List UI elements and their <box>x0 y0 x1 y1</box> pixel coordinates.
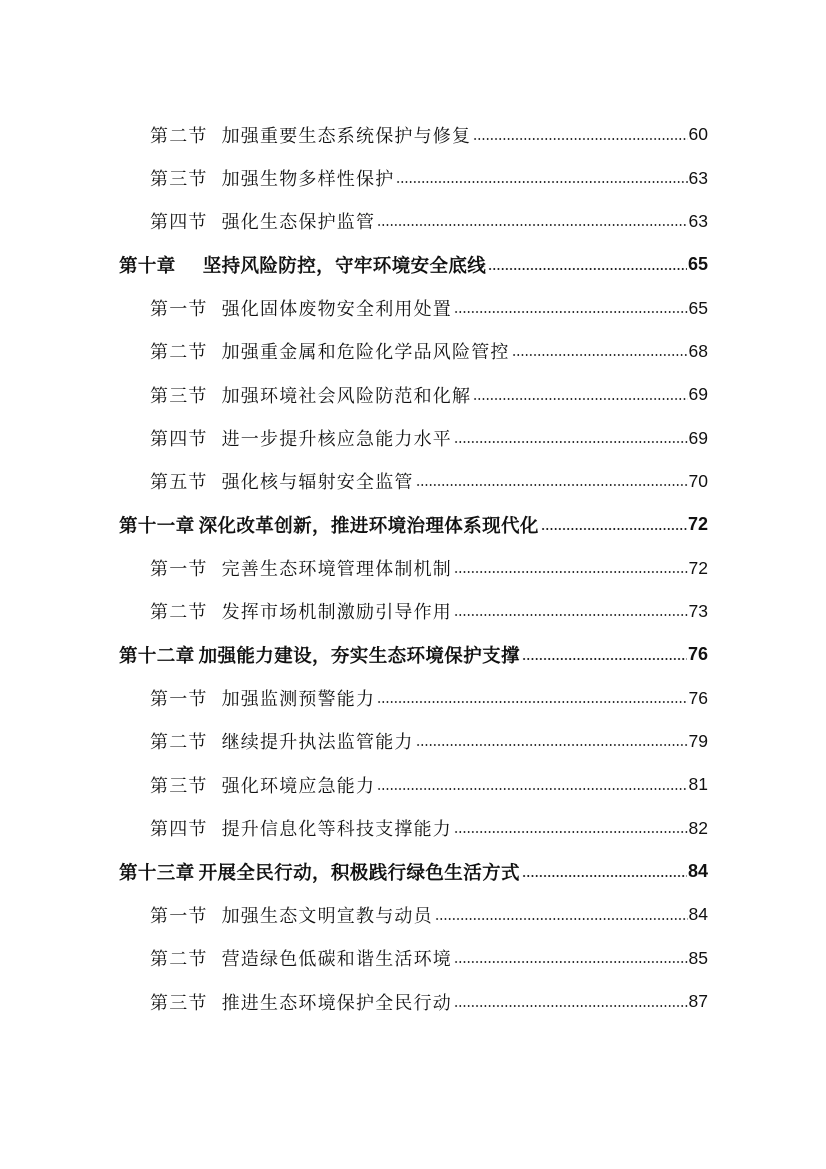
page-number: 70 <box>688 470 708 491</box>
dot-leader <box>454 441 688 443</box>
section-title: 进一步提升核应急能力水平 <box>221 429 453 451</box>
dot-leader <box>454 961 688 963</box>
section-title: 加强生态文明宣教与动员 <box>221 905 433 927</box>
section-number: 第四节 <box>150 819 208 841</box>
toc-entry-label <box>150 338 510 364</box>
page-number: 69 <box>688 384 708 405</box>
chapter-title: 坚持风险防控，守牢环境安全底线 <box>202 255 487 277</box>
toc-entry-label <box>150 382 471 408</box>
section-title: 加强环境社会风险防范和化解 <box>221 385 472 407</box>
page-number: 84 <box>687 861 708 882</box>
section-number: 第三节 <box>150 775 208 797</box>
section-number: 第四节 <box>150 212 208 234</box>
chapter-title: 开展全民行动，积极践行绿色生活方式 <box>198 862 520 884</box>
dot-leader <box>454 571 688 573</box>
toc-section-entry[interactable] <box>0 590 826 633</box>
dot-leader <box>473 138 687 140</box>
toc-entry-label <box>150 902 433 928</box>
section-title: 推进生态环境保护全民行动 <box>221 992 453 1014</box>
toc-section-entry[interactable] <box>0 156 826 199</box>
dot-leader <box>522 658 687 660</box>
dot-leader <box>377 701 687 703</box>
toc-entry-label <box>150 555 452 581</box>
toc-entry-label <box>150 728 414 754</box>
page-number: 68 <box>688 340 708 361</box>
toc-entry-label <box>150 598 452 624</box>
dot-leader <box>488 268 687 270</box>
toc-section-entry[interactable] <box>0 720 826 763</box>
dot-leader <box>522 875 687 877</box>
toc-section-entry[interactable] <box>0 807 826 850</box>
section-number: 第一节 <box>150 559 208 581</box>
toc-entry-label <box>119 642 520 668</box>
section-number: 第一节 <box>150 299 208 321</box>
page-number: 73 <box>688 600 708 621</box>
section-number: 第一节 <box>150 905 208 927</box>
toc-section-entry[interactable] <box>0 763 826 806</box>
page-number: 63 <box>688 210 708 231</box>
section-title: 加强重要生态系统保护与修复 <box>221 125 472 147</box>
section-number: 第二节 <box>150 949 208 971</box>
page-number: 76 <box>687 644 708 665</box>
toc-entry-label <box>150 122 471 148</box>
section-title: 强化核与辐射安全监管 <box>221 472 414 494</box>
dot-leader <box>377 788 687 790</box>
section-title: 强化固体废物安全利用处置 <box>221 299 453 321</box>
toc-entry-label <box>150 295 452 321</box>
toc-entry-label <box>150 989 452 1015</box>
page-number: 82 <box>688 817 708 838</box>
dot-leader <box>377 224 687 226</box>
page-number: 65 <box>688 297 708 318</box>
toc-chapter-entry[interactable] <box>0 243 826 286</box>
toc-entry-label <box>119 859 520 885</box>
toc-entry-label <box>150 208 375 234</box>
dot-leader <box>473 398 687 400</box>
page-number: 76 <box>688 687 708 708</box>
section-title: 提升信息化等科技支撑能力 <box>221 819 453 841</box>
dot-leader <box>435 918 688 920</box>
section-title: 加强重金属和危险化学品风险管控 <box>221 342 510 364</box>
page-number: 69 <box>688 427 708 448</box>
toc-chapter-entry[interactable] <box>0 633 826 676</box>
toc-section-entry[interactable] <box>0 893 826 936</box>
page-number: 63 <box>688 167 708 188</box>
section-number: 第一节 <box>150 689 208 711</box>
section-title: 加强生物多样性保护 <box>221 169 395 191</box>
chapter-number: 第十三章 <box>119 862 195 884</box>
section-title: 营造绿色低碳和谐生活环境 <box>221 949 453 971</box>
toc-section-entry[interactable] <box>0 546 826 589</box>
page-number: 72 <box>687 514 708 535</box>
section-number: 第三节 <box>150 169 208 191</box>
toc-entry-label <box>150 165 394 191</box>
toc-chapter-entry[interactable] <box>0 850 826 893</box>
dot-leader <box>396 181 687 183</box>
dot-leader <box>454 311 688 313</box>
section-number: 第五节 <box>150 472 208 494</box>
section-title: 加强监测预警能力 <box>221 689 376 711</box>
toc-entry-label <box>150 468 414 494</box>
page-number: 87 <box>688 991 708 1012</box>
chapter-title: 深化改革创新，推进环境治理体系现代化 <box>198 515 539 537</box>
section-number: 第三节 <box>150 992 208 1014</box>
toc-entry-label <box>150 815 452 841</box>
toc-section-entry[interactable] <box>0 200 826 243</box>
toc-section-entry[interactable] <box>0 980 826 1023</box>
dot-leader <box>454 614 688 616</box>
toc-entry-label <box>150 425 452 451</box>
toc-entry-label <box>119 252 486 278</box>
chapter-number: 第十一章 <box>119 515 195 537</box>
section-number: 第二节 <box>150 732 208 754</box>
toc-section-entry[interactable] <box>0 113 826 156</box>
section-number: 第二节 <box>150 342 208 364</box>
toc-section-entry[interactable] <box>0 937 826 980</box>
dot-leader <box>512 354 688 356</box>
page-number: 72 <box>688 557 708 578</box>
page-number: 85 <box>688 947 708 968</box>
toc-section-entry[interactable] <box>0 416 826 459</box>
dot-leader <box>416 744 688 746</box>
section-number: 第四节 <box>150 429 208 451</box>
chapter-number: 第十章 <box>119 255 176 277</box>
toc-entry-label <box>150 685 375 711</box>
toc-section-entry[interactable] <box>0 373 826 416</box>
section-title: 强化生态保护监管 <box>221 212 376 234</box>
section-number: 第三节 <box>150 385 208 407</box>
page-number: 79 <box>688 730 708 751</box>
section-number: 第二节 <box>150 602 208 624</box>
section-title: 发挥市场机制激励引导作用 <box>221 602 453 624</box>
toc-section-entry[interactable] <box>0 676 826 719</box>
section-title: 强化环境应急能力 <box>221 775 376 797</box>
toc-entry-label <box>150 945 452 971</box>
section-number: 第二节 <box>150 125 208 147</box>
section-title: 完善生态环境管理体制机制 <box>221 559 453 581</box>
toc-section-entry[interactable] <box>0 460 826 503</box>
dot-leader <box>454 1005 688 1007</box>
toc-chapter-entry[interactable] <box>0 503 826 546</box>
dot-leader <box>454 831 688 833</box>
chapter-title: 加强能力建设，夯实生态环境保护支撑 <box>198 645 520 667</box>
table-of-contents <box>0 113 826 1023</box>
page-number: 81 <box>688 774 708 795</box>
toc-entry-label <box>119 512 539 538</box>
page-number: 65 <box>687 254 708 275</box>
section-title: 继续提升执法监管能力 <box>221 732 414 754</box>
dot-leader <box>541 528 687 530</box>
page-number: 84 <box>688 904 708 925</box>
page-number: 60 <box>688 124 708 145</box>
toc-entry-label <box>150 772 375 798</box>
toc-section-entry[interactable] <box>0 286 826 329</box>
toc-section-entry[interactable] <box>0 330 826 373</box>
chapter-number: 第十二章 <box>119 645 195 667</box>
dot-leader <box>416 484 688 486</box>
